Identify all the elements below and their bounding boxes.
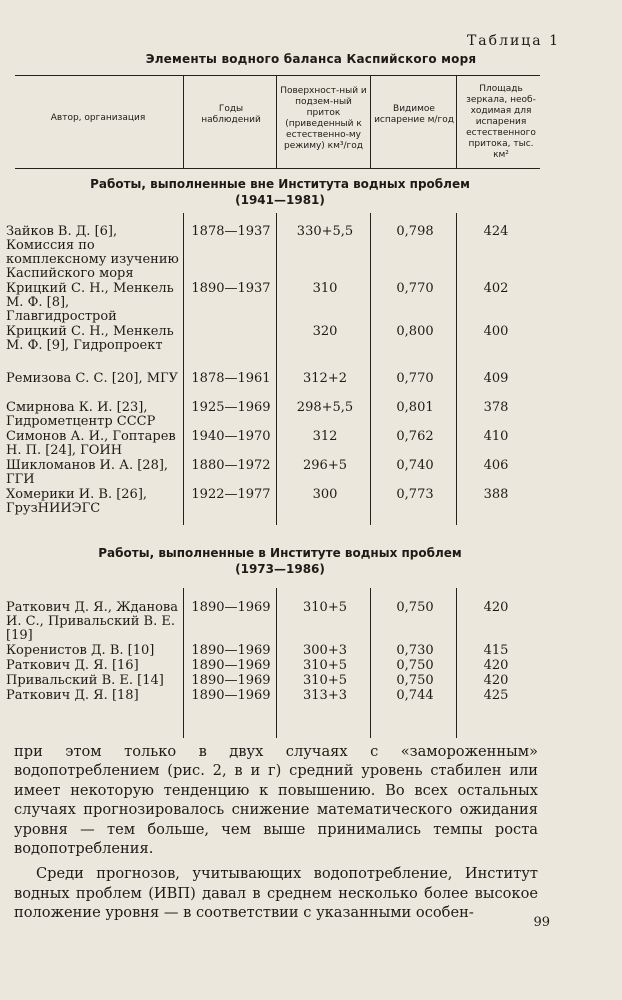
cell-inflow: 310+5 xyxy=(303,600,347,615)
body-text xyxy=(14,742,538,923)
header-divider xyxy=(183,75,184,168)
cell-author: Раткович Д. Я. [18] xyxy=(6,688,139,703)
cell-inflow: 310+5 xyxy=(303,673,347,688)
cell-evaporation: 0,800 xyxy=(396,324,434,339)
cell-area: 388 xyxy=(483,487,509,502)
cell-author: Раткович Д. Я. [16] xyxy=(6,658,139,673)
cell-inflow: 296+5 xyxy=(303,458,347,473)
cell-inflow: 313+3 xyxy=(303,688,347,703)
cell-author: Зайков В. Д. [6], Комиссия по комплексному изучению Каспийского моря xyxy=(6,224,179,281)
cell-inflow: 300 xyxy=(312,487,338,502)
page-number: 99 xyxy=(533,915,550,930)
cell-inflow: 330+5,5 xyxy=(296,224,354,239)
header-divider xyxy=(276,75,277,168)
section-heading xyxy=(0,545,560,577)
section-title: Работы, выполненные в Институте водных проблем xyxy=(98,546,462,560)
cell-evaporation: 0,762 xyxy=(396,429,434,444)
cell-area: 402 xyxy=(483,281,509,296)
cell-evaporation: 0,740 xyxy=(396,458,434,473)
cell-author: Смирнова К. И. [23], Гидрометцентр СССР xyxy=(6,400,156,429)
section-period: (1941—1981) xyxy=(235,193,325,207)
column-rule xyxy=(370,213,371,525)
cell-area: 420 xyxy=(483,673,509,688)
cell-author: Раткович Д. Я., Жданова И. С., Привальский В. Е. [19] xyxy=(6,600,179,643)
section-heading xyxy=(0,176,560,208)
column-rule xyxy=(370,588,371,738)
cell-years: 1890—1969 xyxy=(191,600,271,615)
cell-years: 1890—1969 xyxy=(191,673,271,688)
cell-years: 1940—1970 xyxy=(191,429,271,444)
header-author: Автор, организация xyxy=(50,113,146,123)
cell-area: 378 xyxy=(483,400,509,415)
paragraph: при этом только в двух случаях с «замороженным» водопотреблением (рис. 2, в и г) средний уровень стабилен или имеет некоторую тенденцию к повышению. Во всех остальных случаях прогнозировалось снижение математического ожидания уровня — тем больше, чем выше принимались темпы роста водопотребления. xyxy=(14,743,538,858)
cell-author: Шикломанов И. А. [28], ГГИ xyxy=(6,458,169,487)
cell-author: Ремизова С. С. [20], МГУ xyxy=(6,371,179,386)
cell-area: 410 xyxy=(483,429,509,444)
cell-evaporation: 0,750 xyxy=(396,600,434,615)
cell-years: 1890—1969 xyxy=(191,643,271,658)
cell-inflow: 298+5,5 xyxy=(296,400,354,415)
cell-area: 415 xyxy=(483,643,509,658)
cell-author: Крицкий С. Н., Менкель М. Ф. [8], Главгидрострой xyxy=(6,281,174,324)
cell-area: 409 xyxy=(483,371,509,386)
cell-area: 425 xyxy=(483,688,509,703)
table-title: Элементы водного баланса Каспийского моря xyxy=(145,52,477,66)
cell-area: 400 xyxy=(483,324,509,339)
cell-evaporation: 0,801 xyxy=(396,400,434,415)
cell-area: 406 xyxy=(483,458,509,473)
cell-years: 1878—1961 xyxy=(191,371,271,386)
cell-area: 420 xyxy=(483,600,509,615)
header-divider xyxy=(456,75,457,168)
cell-evaporation: 0,798 xyxy=(396,224,434,239)
cell-evaporation: 0,773 xyxy=(396,487,434,502)
cell-inflow: 300+3 xyxy=(303,643,347,658)
paragraph: Среди прогнозов, учитывающих водопотребление, Институт водных проблем (ИВП) давал в среднем несколько более высокое положение уровня — в соответствии с указанными особен- xyxy=(14,865,538,922)
header-divider xyxy=(370,75,371,168)
cell-inflow: 310+5 xyxy=(303,658,347,673)
header-years: Годы наблюдений xyxy=(201,104,261,125)
cell-years: 1922—1977 xyxy=(191,487,271,502)
cell-inflow: 312+2 xyxy=(303,371,347,386)
cell-area: 424 xyxy=(483,224,509,239)
cell-years: 1890—1969 xyxy=(191,688,271,703)
section-title: Работы, выполненные вне Института водных проблем xyxy=(90,177,470,191)
cell-evaporation: 0,770 xyxy=(396,371,434,386)
column-rule xyxy=(183,588,184,738)
section-period: (1973—1986) xyxy=(235,562,325,576)
cell-inflow: 312 xyxy=(312,429,338,444)
table-label: Таблица 1 xyxy=(466,33,560,49)
column-rule xyxy=(183,213,184,525)
cell-inflow: 320 xyxy=(312,324,338,339)
table-top-rule xyxy=(15,75,540,76)
cell-years: 1880—1972 xyxy=(191,458,271,473)
cell-inflow: 310 xyxy=(312,281,338,296)
cell-author: Коренистов Д. В. [10] xyxy=(6,643,155,658)
cell-author: Привальский В. Е. [14] xyxy=(6,673,164,688)
cell-evaporation: 0,770 xyxy=(396,281,434,296)
cell-years: 1890—1969 xyxy=(191,658,271,673)
column-rule xyxy=(456,213,457,525)
cell-evaporation: 0,730 xyxy=(396,643,434,658)
cell-author: Хомерики И. В. [26], ГрузНИИЭГС xyxy=(6,487,148,516)
cell-area: 420 xyxy=(483,658,509,673)
column-rule xyxy=(276,213,277,525)
header-bottom-rule xyxy=(15,168,540,169)
cell-author: Симонов А. И., Гоптарев Н. П. [24], ГОИН xyxy=(6,429,176,458)
header-evaporation: Видимое испарение м/год xyxy=(374,104,454,125)
cell-years: 1890—1937 xyxy=(191,281,271,296)
cell-evaporation: 0,744 xyxy=(396,688,434,703)
cell-evaporation: 0,750 xyxy=(396,658,434,673)
cell-author: Крицкий С. Н., Менкель М. Ф. [9], Гидропроект xyxy=(6,324,174,353)
header-inflow: Поверхност-ный и подзем-ный приток (приведенный к естественно-му режиму) км³/год xyxy=(280,86,367,151)
column-rule xyxy=(276,588,277,738)
cell-years: 1878—1937 xyxy=(191,224,271,239)
header-area: Площадь зеркала, необ-ходимая для испарения естественного притока, тыс. км² xyxy=(466,84,536,160)
cell-evaporation: 0,750 xyxy=(396,673,434,688)
cell-years: 1925—1969 xyxy=(191,400,271,415)
